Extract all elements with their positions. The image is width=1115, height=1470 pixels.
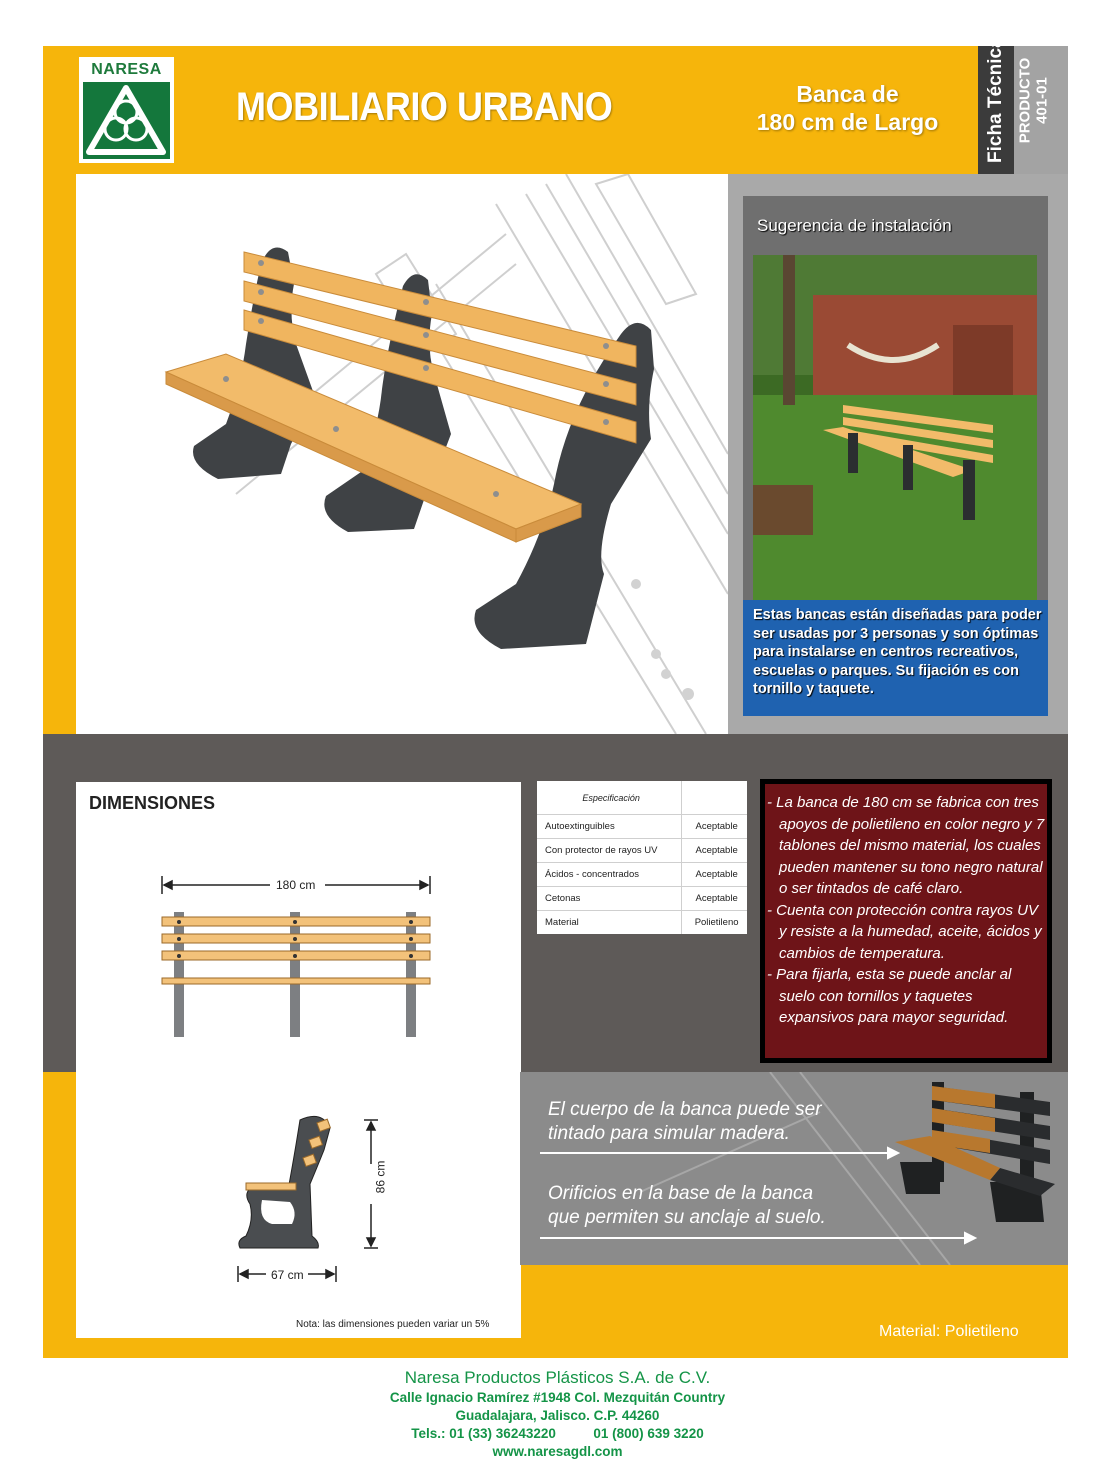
product-name-line1: Banca de	[796, 81, 899, 107]
spec-value: Aceptable	[682, 887, 747, 911]
material-label: Material: Polietileno	[879, 1323, 1019, 1340]
spec-label: Material	[537, 911, 682, 935]
company-website[interactable]: www.naresagdl.com	[492, 1444, 623, 1459]
table-row	[537, 815, 747, 839]
height-dimension-label: 86 cm	[373, 1160, 388, 1194]
table-row	[537, 911, 747, 935]
front-view-drawing	[150, 870, 450, 1050]
product-name-line2: 180 cm de Largo	[756, 109, 939, 135]
spec-label: Con protector de rayos UV	[537, 839, 682, 863]
depth-dimension-label: 67 cm	[271, 1268, 304, 1282]
tint-feature-text: El cuerpo de la banca puede ser tintado para simular madera.	[548, 1099, 822, 1144]
spec-value: Aceptable	[682, 815, 747, 839]
ficha-tecnica-tab	[978, 37, 1014, 174]
company-name: Naresa Productos Plásticos S.A. de C.V.	[404, 1368, 711, 1387]
company-address: Calle Ignacio Ramírez #1948 Col. Mezquitán Country	[389, 1390, 726, 1405]
description-list	[767, 792, 1049, 1029]
spec-label: Cetonas	[537, 887, 682, 911]
product-code: 401-01	[1033, 77, 1051, 124]
product-name	[730, 80, 965, 136]
spec-table-header-row	[537, 781, 747, 815]
spec-value: Aceptable	[682, 839, 747, 863]
spec-value: Aceptable	[682, 863, 747, 887]
dimensions-title: DIMENSIONES	[89, 793, 216, 813]
company-phones: Tels.: 01 (33) 36243220 01 (800) 639 3220	[411, 1426, 704, 1441]
ficha-tecnica-label: Ficha Técnica	[985, 37, 1006, 163]
length-dimension-label: 180 cm	[276, 878, 316, 892]
anchor-feature-text: Orificios en la base de la banca que permiten su anclaje al suelo.	[548, 1183, 826, 1228]
table-row	[537, 839, 747, 863]
spec-table-header-empty	[682, 781, 747, 815]
table-row	[537, 887, 747, 911]
company-logo	[79, 57, 174, 163]
product-label: PRODUCTO	[1016, 57, 1034, 144]
spec-table-header: Especificación	[582, 792, 640, 803]
logo-text: NARESA	[91, 61, 162, 78]
side-view-drawing	[228, 1108, 388, 1288]
tinted-bench-icon	[895, 1082, 1055, 1222]
installation-photo	[753, 255, 1037, 601]
spec-label: Ácidos - concentrados	[537, 863, 682, 887]
product-code-tab	[1014, 46, 1068, 174]
spec-label: Autoextinguibles	[537, 815, 682, 839]
table-row	[537, 863, 747, 887]
installation-caption: Sugerencia de instalación	[757, 216, 952, 235]
description-item: - Cuenta con protección contra rayos UV y resiste a la humedad, aceite, ácidos y cambios de temperatura.	[767, 901, 1042, 962]
bench-product-image	[76, 174, 728, 734]
logo-emblem-icon	[83, 82, 170, 159]
spec-value: Polietileno	[682, 911, 747, 935]
page-title: MOBILIARIO URBANO	[236, 85, 613, 129]
description-item: - Para fijarla, esta se puede anclar al suelo con tornillos y taquetes expansivos para mayor seguridad.	[767, 966, 1012, 1026]
usage-info-text: Estas bancas están diseñadas para poder ser usadas por 3 personas y son óptimas para instalarse en centros recreativos, escuelas o parques. Su fijación es con tornillo y taquete.	[753, 607, 1042, 697]
dimensions-note: Nota: las dimensiones pueden variar un 5%	[296, 1319, 490, 1330]
company-city: Guadalajara, Jalisco. C.P. 44260	[455, 1408, 660, 1423]
spec-table	[537, 781, 747, 934]
description-item: - La banca de 180 cm se fabrica con tres apoyos de polietileno en color negro y 7 tablones del mismo material, los cuales pueden mantener su tono negro natural o ser tintados de café claro.	[767, 794, 1045, 897]
